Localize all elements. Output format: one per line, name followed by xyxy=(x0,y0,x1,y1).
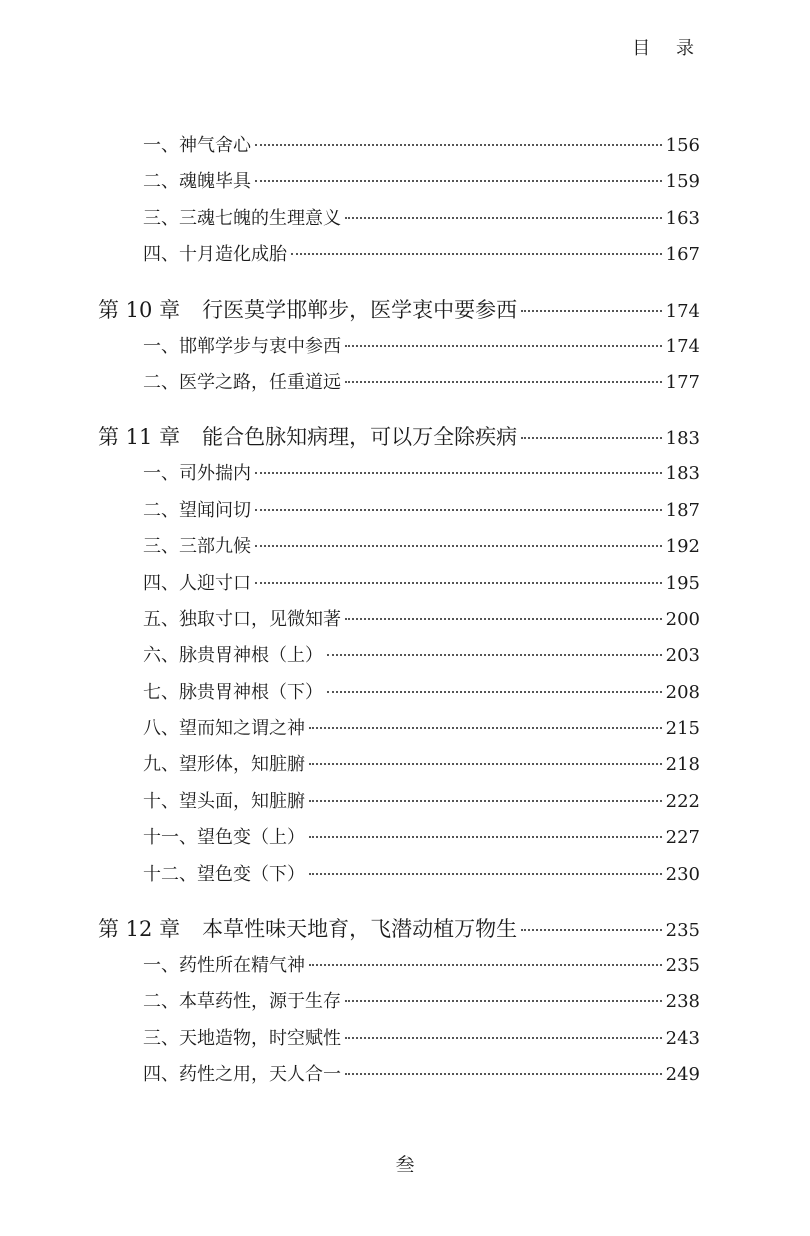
entry-page-number: 218 xyxy=(665,754,700,776)
dot-leader xyxy=(309,964,662,966)
entry-page-number: 208 xyxy=(665,681,700,703)
dot-leader xyxy=(345,1037,662,1039)
dot-leader xyxy=(309,836,662,838)
dot-leader xyxy=(521,929,662,931)
entry-page-number: 215 xyxy=(665,718,700,740)
dot-leader xyxy=(255,180,662,182)
entry-title: 八、望而知之谓之神 xyxy=(143,718,305,740)
page-number: 叁 xyxy=(395,1154,415,1176)
dot-leader xyxy=(345,345,662,347)
entry-title: 本草性味天地育，飞潜动植万物生 xyxy=(202,917,518,942)
entry-page-number: 195 xyxy=(665,572,700,594)
toc-section-entry xyxy=(0,493,810,529)
toc-section-entry xyxy=(0,747,810,783)
entry-page-number: 243 xyxy=(665,1027,700,1049)
dot-leader xyxy=(345,1073,662,1075)
toc-chapter-entry xyxy=(0,291,810,329)
entry-page-number: 249 xyxy=(665,1064,700,1086)
entry-title: 六、脉贵胃神根（上） xyxy=(143,645,323,667)
toc-section-entry xyxy=(0,201,810,237)
dot-leader xyxy=(309,763,662,765)
entry-page-number: 163 xyxy=(665,207,700,229)
entry-page-number: 192 xyxy=(665,536,700,558)
chapter-number: 第 12 章 xyxy=(98,917,181,942)
chapter-number: 第 11 章 xyxy=(98,425,181,450)
entry-page-number: 174 xyxy=(665,335,700,357)
entry-page-number: 222 xyxy=(665,790,700,812)
table-of-contents xyxy=(0,128,810,1094)
entry-page-number: 238 xyxy=(665,991,700,1013)
entry-title: 能合色脉知病理，可以万全除疾病 xyxy=(202,425,518,450)
dot-leader xyxy=(255,509,662,511)
entry-page-number: 235 xyxy=(665,955,700,977)
toc-section-entry xyxy=(0,1021,810,1057)
toc-chapter-entry xyxy=(0,418,810,456)
entry-page-number: 200 xyxy=(665,608,700,630)
toc-section-entry xyxy=(0,948,810,984)
entry-page-number: 227 xyxy=(665,827,700,849)
toc-section-entry xyxy=(0,365,810,401)
entry-title: 一、神气舍心 xyxy=(143,135,251,156)
dot-leader xyxy=(521,310,662,312)
dot-leader xyxy=(345,1000,662,1002)
entry-page-number: 159 xyxy=(665,171,700,193)
toc-section-entry xyxy=(0,784,810,820)
dot-leader xyxy=(255,545,662,547)
dot-leader xyxy=(255,472,662,474)
toc-section-entry xyxy=(0,237,810,273)
toc-section-entry xyxy=(0,529,810,565)
entry-title: 二、医学之路，任重道远 xyxy=(143,371,341,393)
running-header: 目 录 xyxy=(632,38,704,59)
entry-title: 一、药性所在精气神 xyxy=(143,955,305,977)
toc-section-entry xyxy=(0,329,810,365)
entry-title: 四、药性之用，天人合一 xyxy=(143,1064,341,1086)
entry-title: 四、人迎寸口 xyxy=(143,572,251,594)
dot-leader xyxy=(345,217,662,219)
entry-page-number: 187 xyxy=(665,499,700,521)
entry-page-number: 183 xyxy=(665,428,700,450)
entry-title: 七、脉贵胃神根（下） xyxy=(143,681,323,703)
dot-leader xyxy=(291,253,662,255)
entry-title: 十二、望色变（下） xyxy=(143,863,305,885)
entry-title: 五、独取寸口，见微知著 xyxy=(143,608,341,630)
entry-title: 三、天地造物，时空赋性 xyxy=(143,1027,341,1049)
dot-leader xyxy=(309,873,662,875)
toc-section-entry xyxy=(0,675,810,711)
entry-title: 四、十月造化成胎 xyxy=(143,244,287,266)
entry-page-number: 230 xyxy=(665,863,700,885)
dot-leader xyxy=(345,381,662,383)
entry-title: 一、司外揣内 xyxy=(143,463,251,485)
entry-page-number: 183 xyxy=(665,463,700,485)
dot-leader xyxy=(327,691,662,693)
dot-leader xyxy=(345,618,662,620)
toc-section-entry xyxy=(0,984,810,1020)
dot-leader xyxy=(309,800,662,802)
toc-chapter-entry xyxy=(0,910,810,948)
chapter-number: 第 10 章 xyxy=(98,297,181,322)
entry-title: 三、三部九候 xyxy=(143,536,251,558)
toc-section-entry xyxy=(0,857,810,893)
dot-leader xyxy=(521,437,662,439)
toc-section-entry xyxy=(0,1057,810,1093)
entry-page-number: 177 xyxy=(665,371,700,393)
entry-page-number: 174 xyxy=(665,300,700,322)
entry-title: 十、望头面，知脏腑 xyxy=(143,790,305,812)
toc-section-entry xyxy=(0,711,810,747)
toc-section-entry xyxy=(0,456,810,492)
entry-title: 二、本草药性，源于生存 xyxy=(143,991,341,1013)
dot-leader xyxy=(309,727,662,729)
toc-section-entry xyxy=(0,638,810,674)
entry-page-number: 235 xyxy=(665,920,700,942)
toc-section-entry xyxy=(0,566,810,602)
dot-leader xyxy=(255,144,662,146)
toc-section-entry xyxy=(0,164,810,200)
dot-leader xyxy=(255,582,662,584)
entry-title: 二、望闻问切 xyxy=(143,499,251,521)
entry-title: 三、三魂七魄的生理意义 xyxy=(143,207,341,229)
toc-section-entry xyxy=(0,128,810,164)
dot-leader xyxy=(327,654,662,656)
toc-section-entry xyxy=(0,820,810,856)
entry-title: 行医莫学邯郸步，医学衷中要参西 xyxy=(202,297,518,322)
entry-title: 二、魂魄毕具 xyxy=(143,171,251,193)
entry-title: 一、邯郸学步与衷中参西 xyxy=(143,335,341,357)
entry-page-number: 167 xyxy=(665,244,700,266)
entry-title: 九、望形体，知脏腑 xyxy=(143,754,305,776)
entry-title: 十一、望色变（上） xyxy=(143,827,305,849)
entry-page-number: 203 xyxy=(665,645,700,667)
toc-section-entry xyxy=(0,602,810,638)
entry-page-number: 156 xyxy=(665,135,700,156)
